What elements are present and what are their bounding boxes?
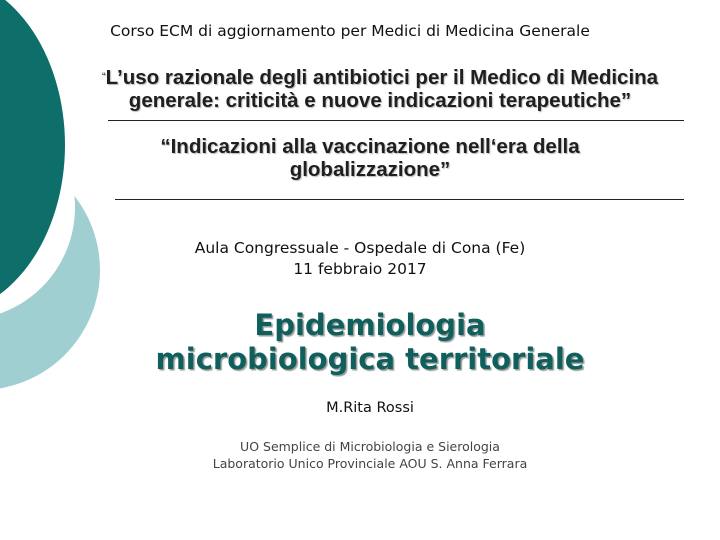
session-title: [55, 135, 685, 181]
affiliation-line2: Laboratorio Unico Provinciale AOU S. Anna Ferrara: [212, 456, 528, 471]
affiliation-block: [100, 438, 640, 472]
event-title-line2: generale: criticità e nuove indicazioni terapeutiche”: [128, 89, 632, 112]
divider-bottom: [115, 199, 684, 200]
event-title-line1: L’uso razionale degli antibiotici per il Medico di Medicina: [105, 66, 659, 89]
talk-title: [40, 308, 700, 376]
session-title-line1: “Indicazioni alla vaccinazione nell‘era della: [160, 135, 580, 158]
venue-block: [60, 238, 660, 280]
author-name: M.Rita Rossi: [326, 400, 414, 416]
event-title-open-quote: “: [101, 71, 106, 83]
venue-place: Aula Congressuale - Ospedale di Cona (Fe): [194, 239, 526, 257]
event-title: [45, 66, 715, 112]
talk-title-line2: microbiologica territoriale: [155, 342, 585, 376]
venue-date: 11 febbraio 2017: [293, 260, 427, 278]
affiliation-line1: UO Semplice di Microbiologia e Sierologia: [240, 439, 500, 454]
talk-title-line1: Epidemiologia: [254, 308, 486, 342]
divider-top: [108, 120, 684, 121]
course-line: Corso ECM di aggiornamento per Medici di Medicina Generale: [110, 22, 590, 40]
session-title-line2: globalizzazione”: [289, 158, 451, 181]
